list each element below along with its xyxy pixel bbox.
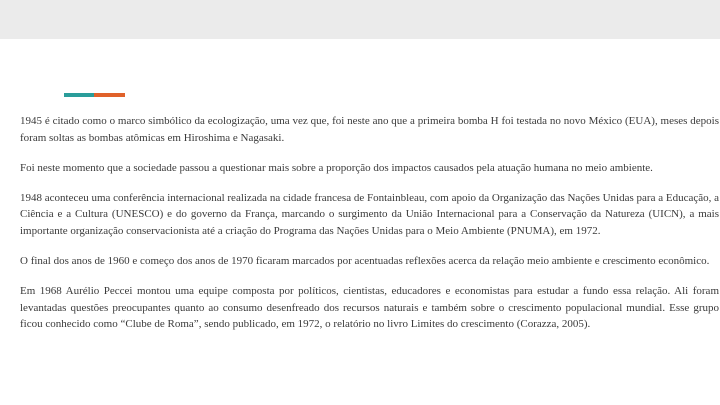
accent-bar-orange	[94, 93, 125, 97]
slide-body-text	[20, 113, 719, 346]
paragraph-sociedade: Foi neste momento que a sociedade passou a questionar mais sobre a proporção dos impactos causados pela atuação humana no meio ambiente.	[20, 161, 653, 174]
paragraph-1968: Em 1968 Aurélio Peccei montou uma equipe composta por políticos, cientistas, educadores e economistas para estudar a fundo essa relação. Ali foram levantadas questões preocupantes quanto ao consumo desenfreado dos recursos naturais e também sobre o crescimento populacional mundial. Esse grupo ficou conhecido como “Clube de Roma”, sendo publicado, em 1972, o relatório no livro Limites do crescimento (Corazza, 2005).	[20, 285, 719, 331]
paragraph-1960-1970: O final dos anos de 1960 e começo dos anos de 1970 ficaram marcados por acentuadas reflexões acerca da relação meio ambiente e crescimento econômico.	[20, 255, 710, 268]
paragraph-1948: 1948 aconteceu uma conferência internacional realizada na cidade francesa de Fontainbleau, com apoio da Organização das Nações Unidas para a Educação, a Ciência e a Cultura (UNESCO) e do governo da França, marcando o surgimento da União Internacional para a Conservação da Natureza (UICN), a mais importante organização conservacionista até a criação do Programa das Nações Unidas para o Meio Ambiente (PNUMA), em 1972.	[20, 191, 719, 237]
slide-header-band	[0, 0, 720, 39]
paragraph-1945: 1945 é citado como o marco simbólico da ecologização, uma vez que, foi neste ano que a primeira bomba H foi testada no novo México (EUA), meses depois foram soltas as bombas atômicas em Hiroshima e Nagasaki.	[20, 115, 719, 144]
accent-bar-teal	[64, 93, 94, 97]
